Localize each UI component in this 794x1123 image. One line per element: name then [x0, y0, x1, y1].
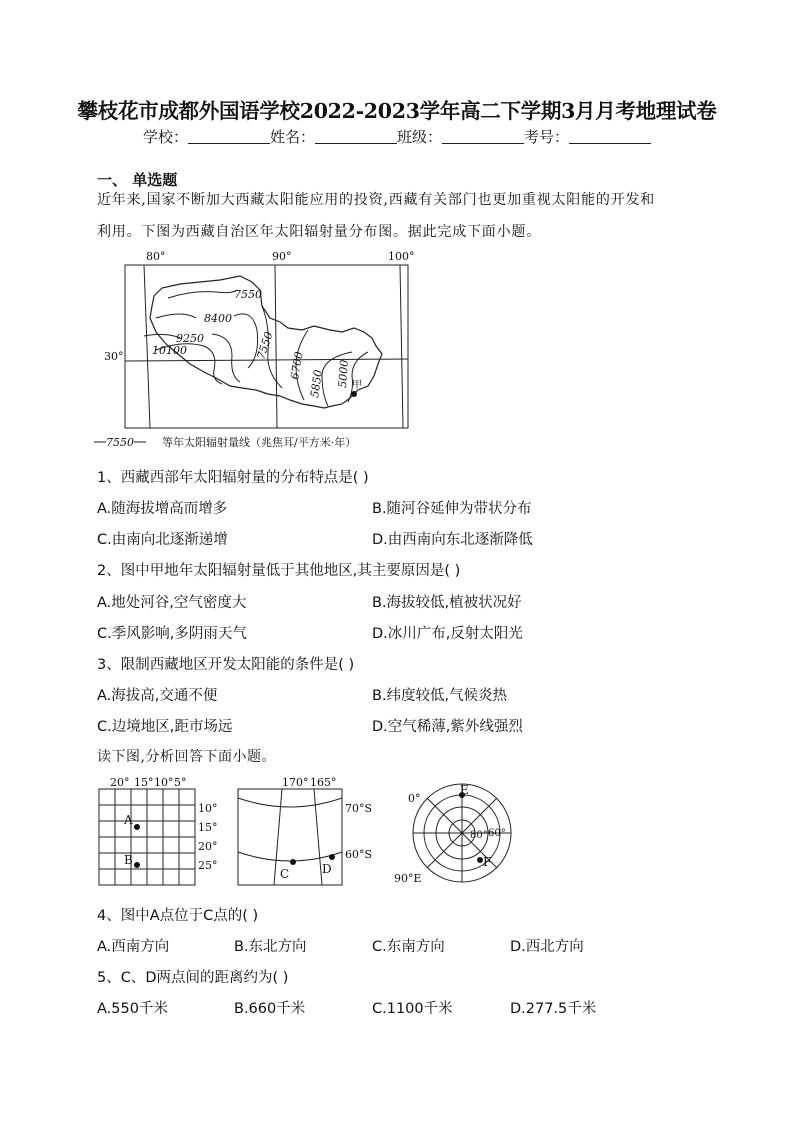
q5-option-c[interactable]: C.1100千米	[372, 1001, 453, 1017]
isoline-label-6700: 6700	[288, 350, 306, 381]
lat-label-30: 30°	[104, 350, 124, 363]
polar-label-80: 80°	[470, 830, 488, 841]
meridian-100	[400, 265, 403, 428]
parallel-70s	[238, 798, 342, 807]
q2-option-b[interactable]: B.海拔较低,植被状况好	[372, 595, 522, 611]
exam-title: 攀枝花市成都外国语学校2022-2023学年高二下学期3月月考地理试卷	[77, 99, 717, 123]
grid-side-label-10: 10°	[198, 802, 218, 815]
name-label: 姓名：	[269, 128, 315, 146]
isoline-label-10100: 10100	[152, 344, 187, 357]
grid-top-label-5: 5°	[174, 776, 187, 789]
point-a-marker	[134, 824, 140, 830]
legend-text: 等年太阳辐射量线（兆焦耳/平方米·年）	[162, 436, 357, 449]
exam-number-blank[interactable]	[569, 129, 651, 144]
q1-option-a[interactable]: A.随海拔增高而增多	[97, 501, 228, 517]
question-4: 4、图中A点位于C点的( )	[97, 908, 259, 924]
q3-option-c[interactable]: C.边境地区,距市场远	[97, 719, 233, 735]
grid-side-label-25: 25°	[198, 859, 218, 872]
grid-side-label-20: 20°	[198, 840, 218, 853]
q1-option-c[interactable]: C.由南向北逐渐递增	[97, 532, 228, 548]
point-b-label: B	[124, 853, 133, 867]
polar-map	[392, 778, 516, 890]
question-1: 1、西藏西部年太阳辐射量的分布特点是( )	[97, 470, 369, 486]
intro-2: 读下图,分析回答下面小题。	[97, 749, 276, 765]
q4-option-c[interactable]: C.东南方向	[372, 939, 445, 955]
intro-line-1: 近年来,国家不断加大西藏太阳能应用的投资,西藏有关部门也更加重视太阳能的开发和	[97, 192, 656, 208]
grid-top-label-10: 10°	[154, 776, 174, 789]
isoline-label-7550-north: 7550	[234, 288, 262, 301]
isoline-label-8400: 8400	[204, 312, 232, 325]
point-e-label: E	[460, 783, 469, 797]
school-label: 学校：	[142, 128, 188, 146]
point-jia-marker	[351, 391, 357, 397]
curved-top-label-165: 165°	[310, 776, 337, 789]
point-d-label: D	[322, 862, 332, 876]
grid-top-label-20: 20°	[110, 776, 130, 789]
class-label: 班级：	[397, 128, 443, 146]
question-3: 3、限制西藏地区开发太阳能的条件是( )	[97, 657, 355, 673]
q3-option-d[interactable]: D.空气稀薄,紫外线强烈	[372, 719, 523, 735]
isoline-label-9250: 9250	[176, 332, 204, 345]
isoline-8400	[156, 314, 196, 318]
school-blank[interactable]	[188, 129, 270, 144]
point-jia-label: 甲	[352, 380, 362, 391]
grid-top-label-15: 15°	[134, 776, 154, 789]
q2-option-d[interactable]: D.冰川广布,反射太阳光	[372, 626, 523, 642]
q3-option-b[interactable]: B.纬度较低,气候炎热	[372, 688, 508, 704]
q5-option-d[interactable]: D.277.5千米	[510, 1001, 597, 1017]
grid-side-label-15: 15°	[198, 821, 218, 834]
isoline-label-5000: 5000	[336, 359, 351, 389]
parallel-60s	[238, 852, 342, 861]
meridian-90	[275, 265, 277, 428]
polar-label-0: 0°	[408, 792, 421, 805]
lon-label-80: 80°	[146, 250, 166, 263]
point-c-label: C	[280, 867, 290, 881]
point-d-marker	[329, 854, 335, 860]
question-2: 2、图中甲地年太阳辐射量低于其他地区,其主要原因是( )	[97, 563, 461, 579]
question-5: 5、C、D两点间的距离约为( )	[97, 970, 289, 986]
polar-label-60: 60°	[488, 828, 506, 839]
intro-line-2: 利用。下图为西藏自治区年太阳辐射量分布图。据此完成下面小题。	[97, 224, 541, 240]
q5-option-b[interactable]: B.660千米	[234, 1001, 306, 1017]
isoline-7550-north	[168, 290, 237, 298]
isoline-label-7550-center: 7550	[254, 330, 276, 361]
section-title: 一、 单选题	[97, 171, 178, 189]
student-info-line	[0, 126, 794, 147]
q4-option-b[interactable]: B.东北方向	[234, 939, 307, 955]
curved-side-label-60s: 60°S	[345, 848, 373, 861]
curved-meridian-map	[234, 774, 384, 888]
q2-option-a[interactable]: A.地处河谷,空气密度大	[97, 595, 247, 611]
q3-option-a[interactable]: A.海拔高,交通不便	[97, 688, 218, 704]
polar-label-90e: 90°E	[394, 872, 422, 885]
exam-number-label: 考号：	[524, 128, 570, 146]
tibet-radiation-map	[92, 248, 422, 453]
point-f-label: F	[483, 855, 492, 869]
point-b-marker	[134, 862, 140, 868]
isoline-label-5850: 5850	[308, 368, 325, 399]
q1-option-d[interactable]: D.由西南向东北逐渐降低	[372, 532, 533, 548]
q4-option-d[interactable]: D.西北方向	[510, 939, 584, 955]
q2-option-c[interactable]: C.季风影响,多阴雨天气	[97, 626, 247, 642]
q4-option-a[interactable]: A.西南方向	[97, 939, 170, 955]
isoline-9250-b	[212, 334, 240, 382]
name-blank[interactable]	[315, 129, 397, 144]
isoline-9250	[144, 334, 180, 338]
lon-label-90: 90°	[272, 250, 292, 263]
class-blank[interactable]	[442, 129, 524, 144]
q5-option-a[interactable]: A.550千米	[97, 1001, 168, 1017]
lon-label-100: 100°	[388, 250, 415, 263]
point-c-marker	[290, 859, 296, 865]
meridian-80	[144, 265, 150, 428]
q1-option-b[interactable]: B.随河谷延伸为带状分布	[372, 501, 532, 517]
curved-top-label-170: 170°	[282, 776, 309, 789]
curved-side-label-70s: 70°S	[345, 802, 373, 815]
grid-map	[96, 774, 226, 888]
legend-value: 7550	[106, 436, 134, 449]
point-a-label: A	[124, 813, 133, 827]
